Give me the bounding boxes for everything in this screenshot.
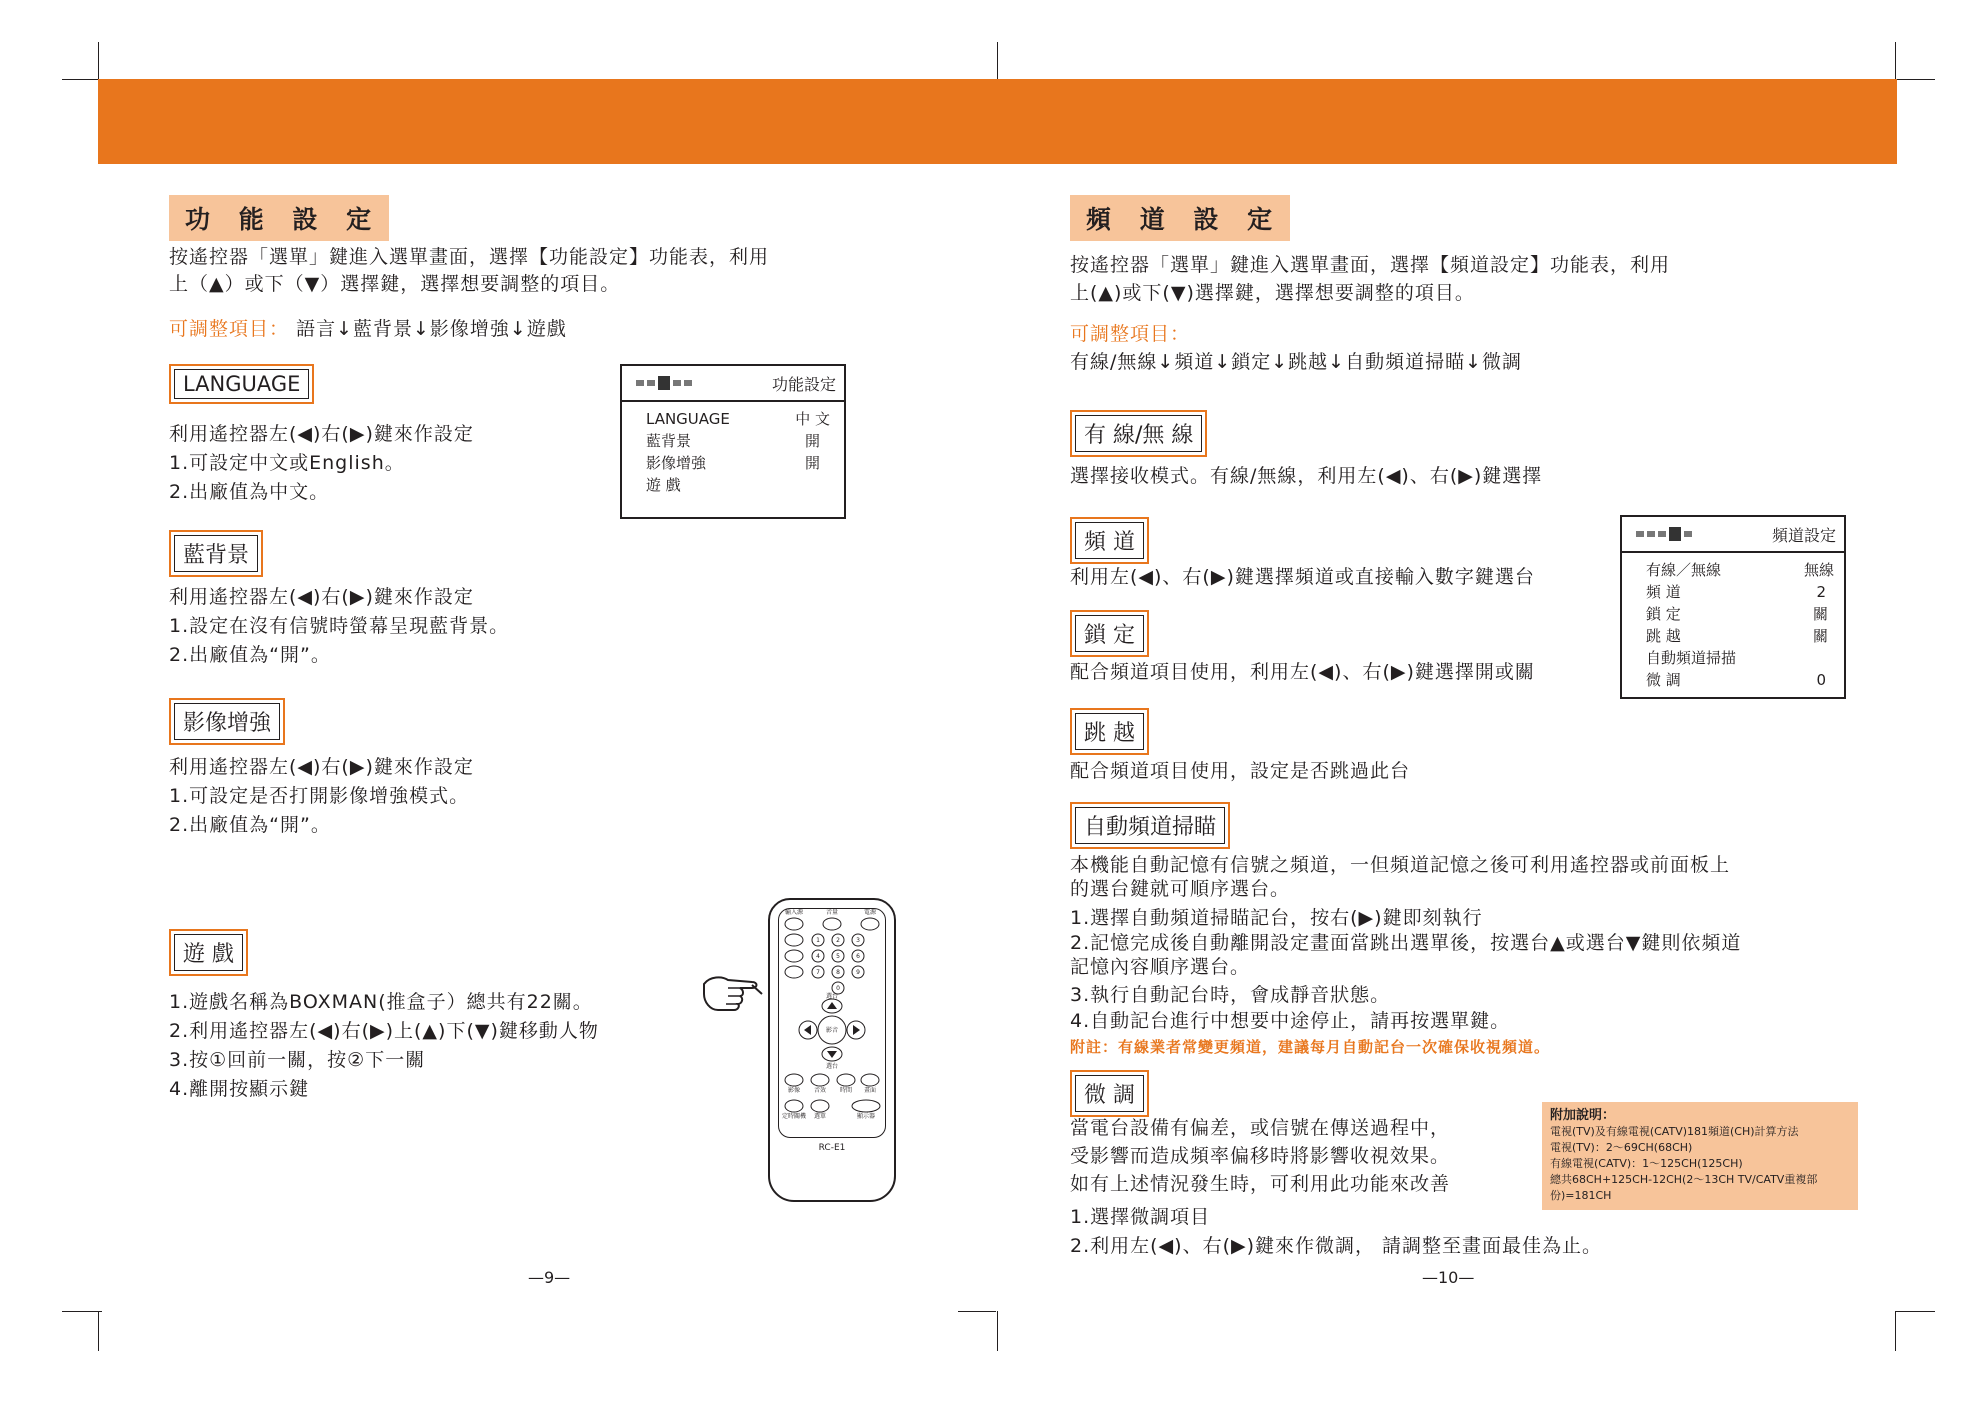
additional-note-box — [1542, 1102, 1858, 1210]
menu-row: 微 調 0 — [1646, 671, 1826, 689]
crop-mark — [98, 42, 99, 82]
heading-blue-bg: 藍背景 — [169, 530, 263, 577]
body-line: 1.選擇自動頻道掃瞄記台，按右(▶)鍵即刻執行 — [1070, 907, 1483, 929]
adjust-list: 語言↓藍背景↓影像增強↓遊戲 — [296, 318, 567, 340]
pointing-hand-icon — [700, 970, 764, 1014]
menu-row: 有線／無線 無線 — [1646, 561, 1834, 579]
svg-text:音效: 音效 — [813, 1087, 827, 1094]
remote-label: 音量 — [825, 909, 839, 916]
intro-line: 按遙控器「選單」鍵進入選單畫面，選擇【功能設定】功能表，利用 — [169, 246, 770, 268]
svg-text:0: 0 — [836, 985, 840, 992]
intro-line: 上（▲）或下（▼）選擇鍵，選擇想要調整的項目。 — [169, 273, 621, 295]
adjust-label: 可調整項目： — [1070, 323, 1191, 345]
body-line: 1.遊戲名稱為BOXMAN(推盒子）總共有22關。 — [169, 991, 593, 1013]
menu-row: 自動頻道掃描 — [1646, 649, 1737, 667]
menu-indicator-icon — [636, 376, 692, 390]
page-number: —10— — [1422, 1268, 1475, 1287]
svg-text:影音: 影音 — [825, 1027, 839, 1034]
crop-mark — [1895, 42, 1896, 82]
crop-mark — [1895, 1311, 1935, 1312]
menu-row: 遊 戲 — [646, 476, 681, 494]
svg-text:顯示器: 顯示器 — [856, 1113, 876, 1120]
channel-menu-illustration — [1620, 515, 1846, 699]
body-line: 4.自動記台進行中想要中途停止，請再按選單鍵。 — [1070, 1010, 1511, 1032]
adjust-label: 可調整項目： — [169, 318, 290, 340]
menu-title: 頻道設定 — [1771, 525, 1836, 545]
heading-autoscan: 自動頻道掃瞄 — [1070, 802, 1230, 849]
body-line: 的選台鍵就可順序選台。 — [1070, 878, 1291, 900]
body-line: 如有上述情況發生時，可利用此功能來改善 — [1070, 1173, 1451, 1195]
function-menu-illustration — [620, 364, 846, 519]
body-line: 當電台設備有偏差，或信號在傳送過程中， — [1070, 1117, 1451, 1139]
remote-control-illustration — [768, 898, 896, 1202]
menu-indicator-icon — [1636, 527, 1692, 541]
body-line: 1.可設定中文或English。 — [169, 452, 405, 474]
remote-label: 輸入源 — [784, 909, 804, 916]
svg-text:8: 8 — [836, 969, 840, 976]
section-title-channel: 頻 道 設 定 — [1070, 195, 1290, 241]
body-line: 1.可設定是否打開影像增強模式。 — [169, 785, 470, 807]
heading-lock: 鎖 定 — [1070, 610, 1149, 657]
menu-row: 鎖 定 關 — [1646, 605, 1828, 623]
heading-finetune: 微 調 — [1070, 1070, 1149, 1117]
crop-mark — [997, 1311, 998, 1351]
body-line: 利用遙控器左(◀)右(▶)鍵來作設定 — [169, 423, 474, 445]
body-line: 2.利用遙控器左(◀)右(▶)上(▲)下(▼)鍵移動人物 — [169, 1020, 599, 1042]
header-banner — [98, 79, 1897, 164]
body-line: 利用遙控器左(◀)右(▶)鍵來作設定 — [169, 756, 474, 778]
crop-mark — [997, 42, 998, 82]
svg-text:畫面: 畫面 — [863, 1087, 877, 1094]
intro-line: 上(▲)或下(▼)選擇鍵，選擇想要調整的項目。 — [1070, 282, 1475, 304]
section-title-function: 功 能 設 定 — [169, 195, 389, 241]
note-line: 有線電視(CATV)：1～125CH(125CH) — [1550, 1157, 1743, 1170]
body-line: 選擇接收模式。有線/無線，利用左(◀)、右(▶)鍵選擇 — [1070, 465, 1543, 487]
svg-text:影像: 影像 — [787, 1087, 801, 1094]
menu-header — [1622, 517, 1844, 553]
crop-mark — [1895, 1311, 1896, 1351]
intro-line: 按遙控器「選單」鍵進入選單畫面，選擇【頻道設定】功能表，利用 — [1070, 254, 1671, 276]
svg-text:5: 5 — [836, 953, 840, 960]
heading-channel: 頻 道 — [1070, 517, 1149, 564]
heading-language: LANGUAGE — [169, 364, 314, 404]
body-line: 配合頻道項目使用，設定是否跳過此台 — [1070, 760, 1411, 782]
body-line: 記憶內容順序選台。 — [1070, 956, 1251, 978]
adjust-list: 有線/無線↓頻道↓鎖定↓跳越↓自動頻道掃瞄↓微調 — [1070, 351, 1523, 373]
adjust-items — [169, 315, 567, 344]
body-line: 2.出廠值為中文。 — [169, 481, 330, 503]
body-line: 2.利用左(◀)、右(▶)鍵來作微調， 請調整至畫面最佳為止。 — [1070, 1235, 1603, 1257]
svg-text:選台: 選台 — [825, 1063, 839, 1070]
body-line: 4.離開按顯示鍵 — [169, 1078, 310, 1100]
menu-title: 功能設定 — [771, 374, 836, 394]
menu-row: 影像增強 開 — [646, 454, 820, 472]
crop-mark — [62, 79, 102, 80]
note-text: 附註：有線業者常變更頻道，建議每月自動記台一次確保收視頻道。 — [1070, 1038, 1551, 1056]
body-line: 本機能自動記憶有信號之頻道，一但頻道記憶之後可利用遙控器或前面板上 — [1070, 854, 1731, 876]
body-line: 利用遙控器左(◀)右(▶)鍵來作設定 — [169, 586, 474, 608]
svg-text:時間: 時間 — [839, 1087, 853, 1094]
crop-mark — [1895, 79, 1935, 80]
heading-game: 遊 戲 — [169, 929, 248, 976]
crop-mark — [98, 1311, 99, 1351]
heading-skip: 跳 越 — [1070, 708, 1149, 755]
svg-text:7: 7 — [816, 969, 820, 976]
menu-header — [622, 366, 844, 402]
remote-label: 電源 — [863, 909, 877, 916]
svg-text:9: 9 — [856, 969, 860, 976]
body-line: 3.執行自動記台時，會成靜音狀態。 — [1070, 984, 1391, 1006]
body-line: 2.出廠值為“開”。 — [169, 644, 331, 666]
svg-text:4: 4 — [816, 953, 820, 960]
heading-enhance: 影像增強 — [169, 698, 285, 745]
menu-row: 藍背景 開 — [646, 432, 820, 450]
svg-text:6: 6 — [856, 953, 860, 960]
remote-model: RC-E1 — [818, 1143, 846, 1153]
menu-row: 頻 道 2 — [1646, 583, 1826, 601]
note-line: 總共68CH+125CH-12CH(2～13CH TV/CATV重複部份)=181CH — [1550, 1173, 1818, 1202]
body-line: 配合頻道項目使用，利用左(◀)、右(▶)鍵選擇開或關 — [1070, 661, 1535, 683]
crop-mark — [62, 1311, 102, 1312]
svg-text:選單: 選單 — [813, 1113, 827, 1120]
menu-row: LANGUAGE 中 文 — [646, 410, 830, 428]
svg-text:定時關機: 定時關機 — [781, 1113, 807, 1120]
menu-row: 跳 越 關 — [1646, 627, 1828, 645]
note-line: 電視(TV)及有線電視(CATV)181頻道(CH)計算方法 — [1550, 1125, 1799, 1138]
body-line: 3.按①回前一關，按②下一關 — [169, 1049, 426, 1071]
note-title: 附加說明： — [1550, 1108, 1616, 1123]
heading-cable: 有 線/無 線 — [1070, 410, 1207, 457]
page-number: —9— — [528, 1268, 571, 1287]
crop-mark — [958, 1311, 996, 1312]
body-line: 1.設定在沒有信號時螢幕呈現藍背景。 — [169, 615, 510, 637]
svg-text:2: 2 — [836, 937, 840, 944]
body-line: 利用左(◀)、右(▶)鍵選擇頻道或直接輸入數字鍵選台 — [1070, 566, 1535, 588]
svg-text:1: 1 — [816, 937, 820, 944]
body-line: 1.選擇微調項目 — [1070, 1206, 1211, 1228]
body-line: 受影響而造成頻率偏移時將影響收視效果。 — [1070, 1145, 1451, 1167]
body-line: 2.出廠值為“開”。 — [169, 814, 331, 836]
svg-text:3: 3 — [856, 937, 860, 944]
note-line: 電視(TV)：2～69CH(68CH) — [1550, 1141, 1693, 1154]
body-line: 2.記憶完成後自動離開設定畫面當跳出選單後，按選台▲或選台▼鍵則依頻道 — [1070, 932, 1742, 954]
svg-text:選台: 選台 — [825, 993, 839, 1000]
